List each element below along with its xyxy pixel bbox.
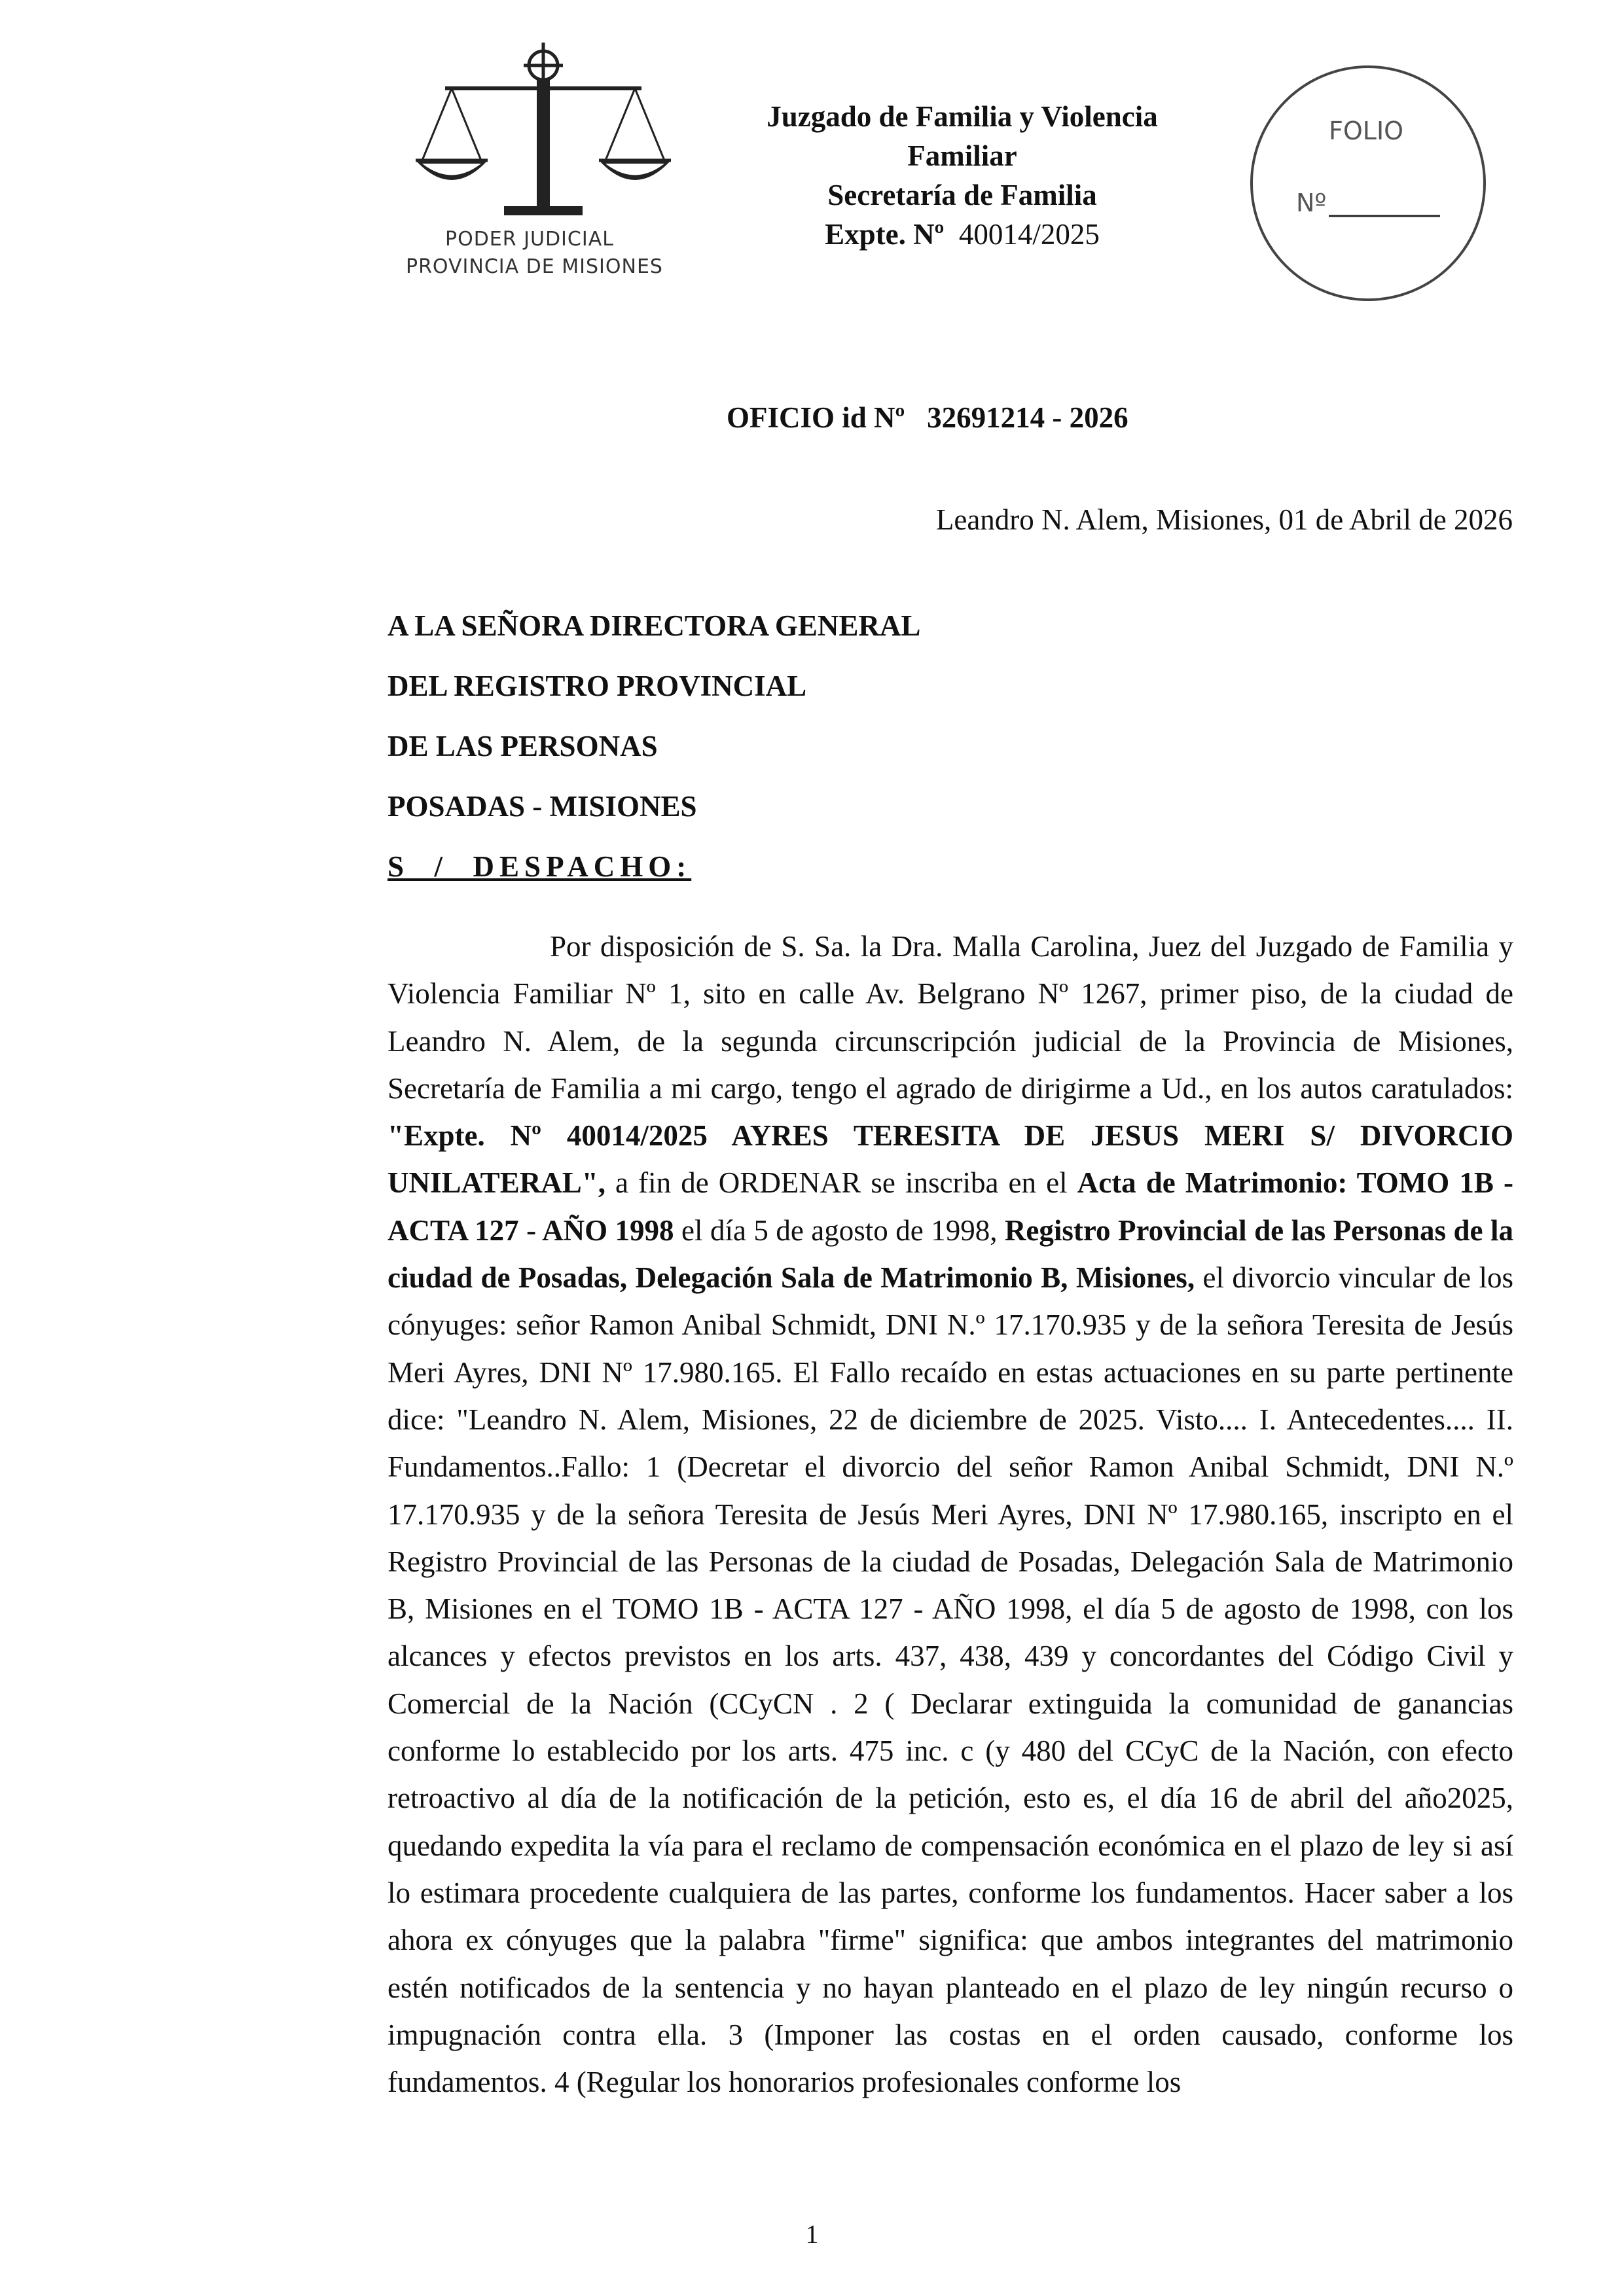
acta-reference: Acta de Matrimonio: TOMO 1B - ACTA 127 - AÑO 1998 [388, 1166, 1513, 1247]
body-text-e: el día 5 de agosto de 1998, [674, 1213, 1005, 1247]
page-number: 1 [805, 2219, 819, 2249]
despacho-line: S / DESPACHO: [388, 850, 692, 883]
addressee-line1: A LA SEÑORA DIRECTORA GENERAL [388, 609, 921, 642]
body-text [388, 923, 1513, 2106]
logo-line1: PODER JUDICIAL [445, 228, 614, 251]
scales-of-justice-icon [406, 39, 681, 236]
poder-judicial-logo [406, 39, 681, 288]
case-caption: "Expte. Nº 40014/2025 AYRES TERESITA DE JESUS MERI S/ DIVORCIO UNILATERAL", [388, 1119, 1513, 1200]
addressee-line2: DEL REGISTRO PROVINCIAL [388, 670, 807, 702]
body-text-g: el divorcio vincular de los cónyuges: señor Ramon Anibal Schmidt, DNI N.º 17.170.935 y de la señora Teresita de Jesús Meri Ayres, DNI Nº 17.980.165. El Fallo recaído en estas actuaciones en su parte pertinente dice: "Leandro N. Alem, Misiones, 22 de diciembre de 2025. Visto.... I. Antecedentes.... II. Fundamentos..Fallo: 1 (Decretar el divorcio del señor Ramon Anibal Schmidt, DNI N.º 17.170.935 y de la señora Teresita de Jesús Meri Ayres, DNI Nº 17.980.165, inscripto en el Registro Provincial de las Personas de la ciudad de Posadas, Delegación Sala de Matrimonio B, Misiones en el TOMO 1B - ACTA 127 - AÑO 1998, el día 5 de agosto de 1998, con los alcances y efectos previstos en los arts. 437, 438, 439 y concordantes del Código Civil y Comercial de la Nación (CCyCN . 2 ( Declarar extinguida la comunidad de ganancias conforme lo establecido por los arts. 475 inc. c (y 480 del CCyC de la Nación, con efecto retroactivo al día de la notificación de la petición, esto es, el día 16 de abril del año2025, quedando expedita la vía para el reclamo de compensación económica en el plazo de ley si así lo estimara procedente cualquiera de las partes, conforme los fundamentos. Hacer saber a los ahora ex cónyuges que la palabra "firme" significa: que ambos integrantes del matrimonio estén notificados de la sentencia y no hayan planteado en el plazo de ley ningún recurso o impugnación contra ella. 3 (Imponer las costas en el orden causado, conforme los fundamentos. 4 (Regular los honorarios profesionales conforme los [388, 1261, 1513, 2099]
logo-line2: PROVINCIA DE MISIONES [406, 255, 663, 278]
expte-line [713, 215, 1211, 254]
court-header [713, 97, 1211, 254]
folio-label: FOLIO [1329, 117, 1404, 145]
registry-reference: Registro Provincial de las Personas de la ciudad de Posadas, Delegación Sala de Matrimonio B, Misiones, [388, 1213, 1513, 1295]
addressee-line3: DE LAS PERSONAS [388, 730, 658, 762]
date-line: Leandro N. Alem, Misiones, 01 de Abril de 2026 [935, 503, 1513, 536]
expte-number: 40014/2025 [958, 218, 1100, 251]
folio-number-label: Nº [1296, 188, 1327, 217]
body-text-c: a fin de ORDENAR se inscriba en el [605, 1166, 1077, 1200]
oficio-title: OFICIO id Nº 32691214 - 2026 [727, 401, 1128, 434]
folio-circle-icon [1244, 59, 1492, 308]
body-paragraph [388, 923, 1513, 2106]
folio-stamp [1244, 59, 1492, 308]
addressee-line4: POSADAS - MISIONES [388, 790, 697, 823]
body-text-a: Por disposición de S. Sa. la Dra. Malla Carolina, Juez del Juzgado de Familia y Violencia Familiar Nº 1, sito en calle Av. Belgrano Nº 1267, primer piso, de la ciudad de Leandro N. Alem, de la segunda circunscripción judicial de la Provincia de Misiones, Secretaría de Familia a mi cargo, tengo el agrado de dirigirme a Ud., en los autos caratulados: [388, 930, 1513, 1105]
court-line1: Juzgado de Familia y Violencia [767, 100, 1158, 133]
court-line3: Secretaría de Familia [827, 179, 1097, 211]
addressee-block [388, 596, 920, 897]
expte-label: Expte. Nº [825, 218, 945, 251]
court-line2: Familiar [907, 139, 1017, 172]
